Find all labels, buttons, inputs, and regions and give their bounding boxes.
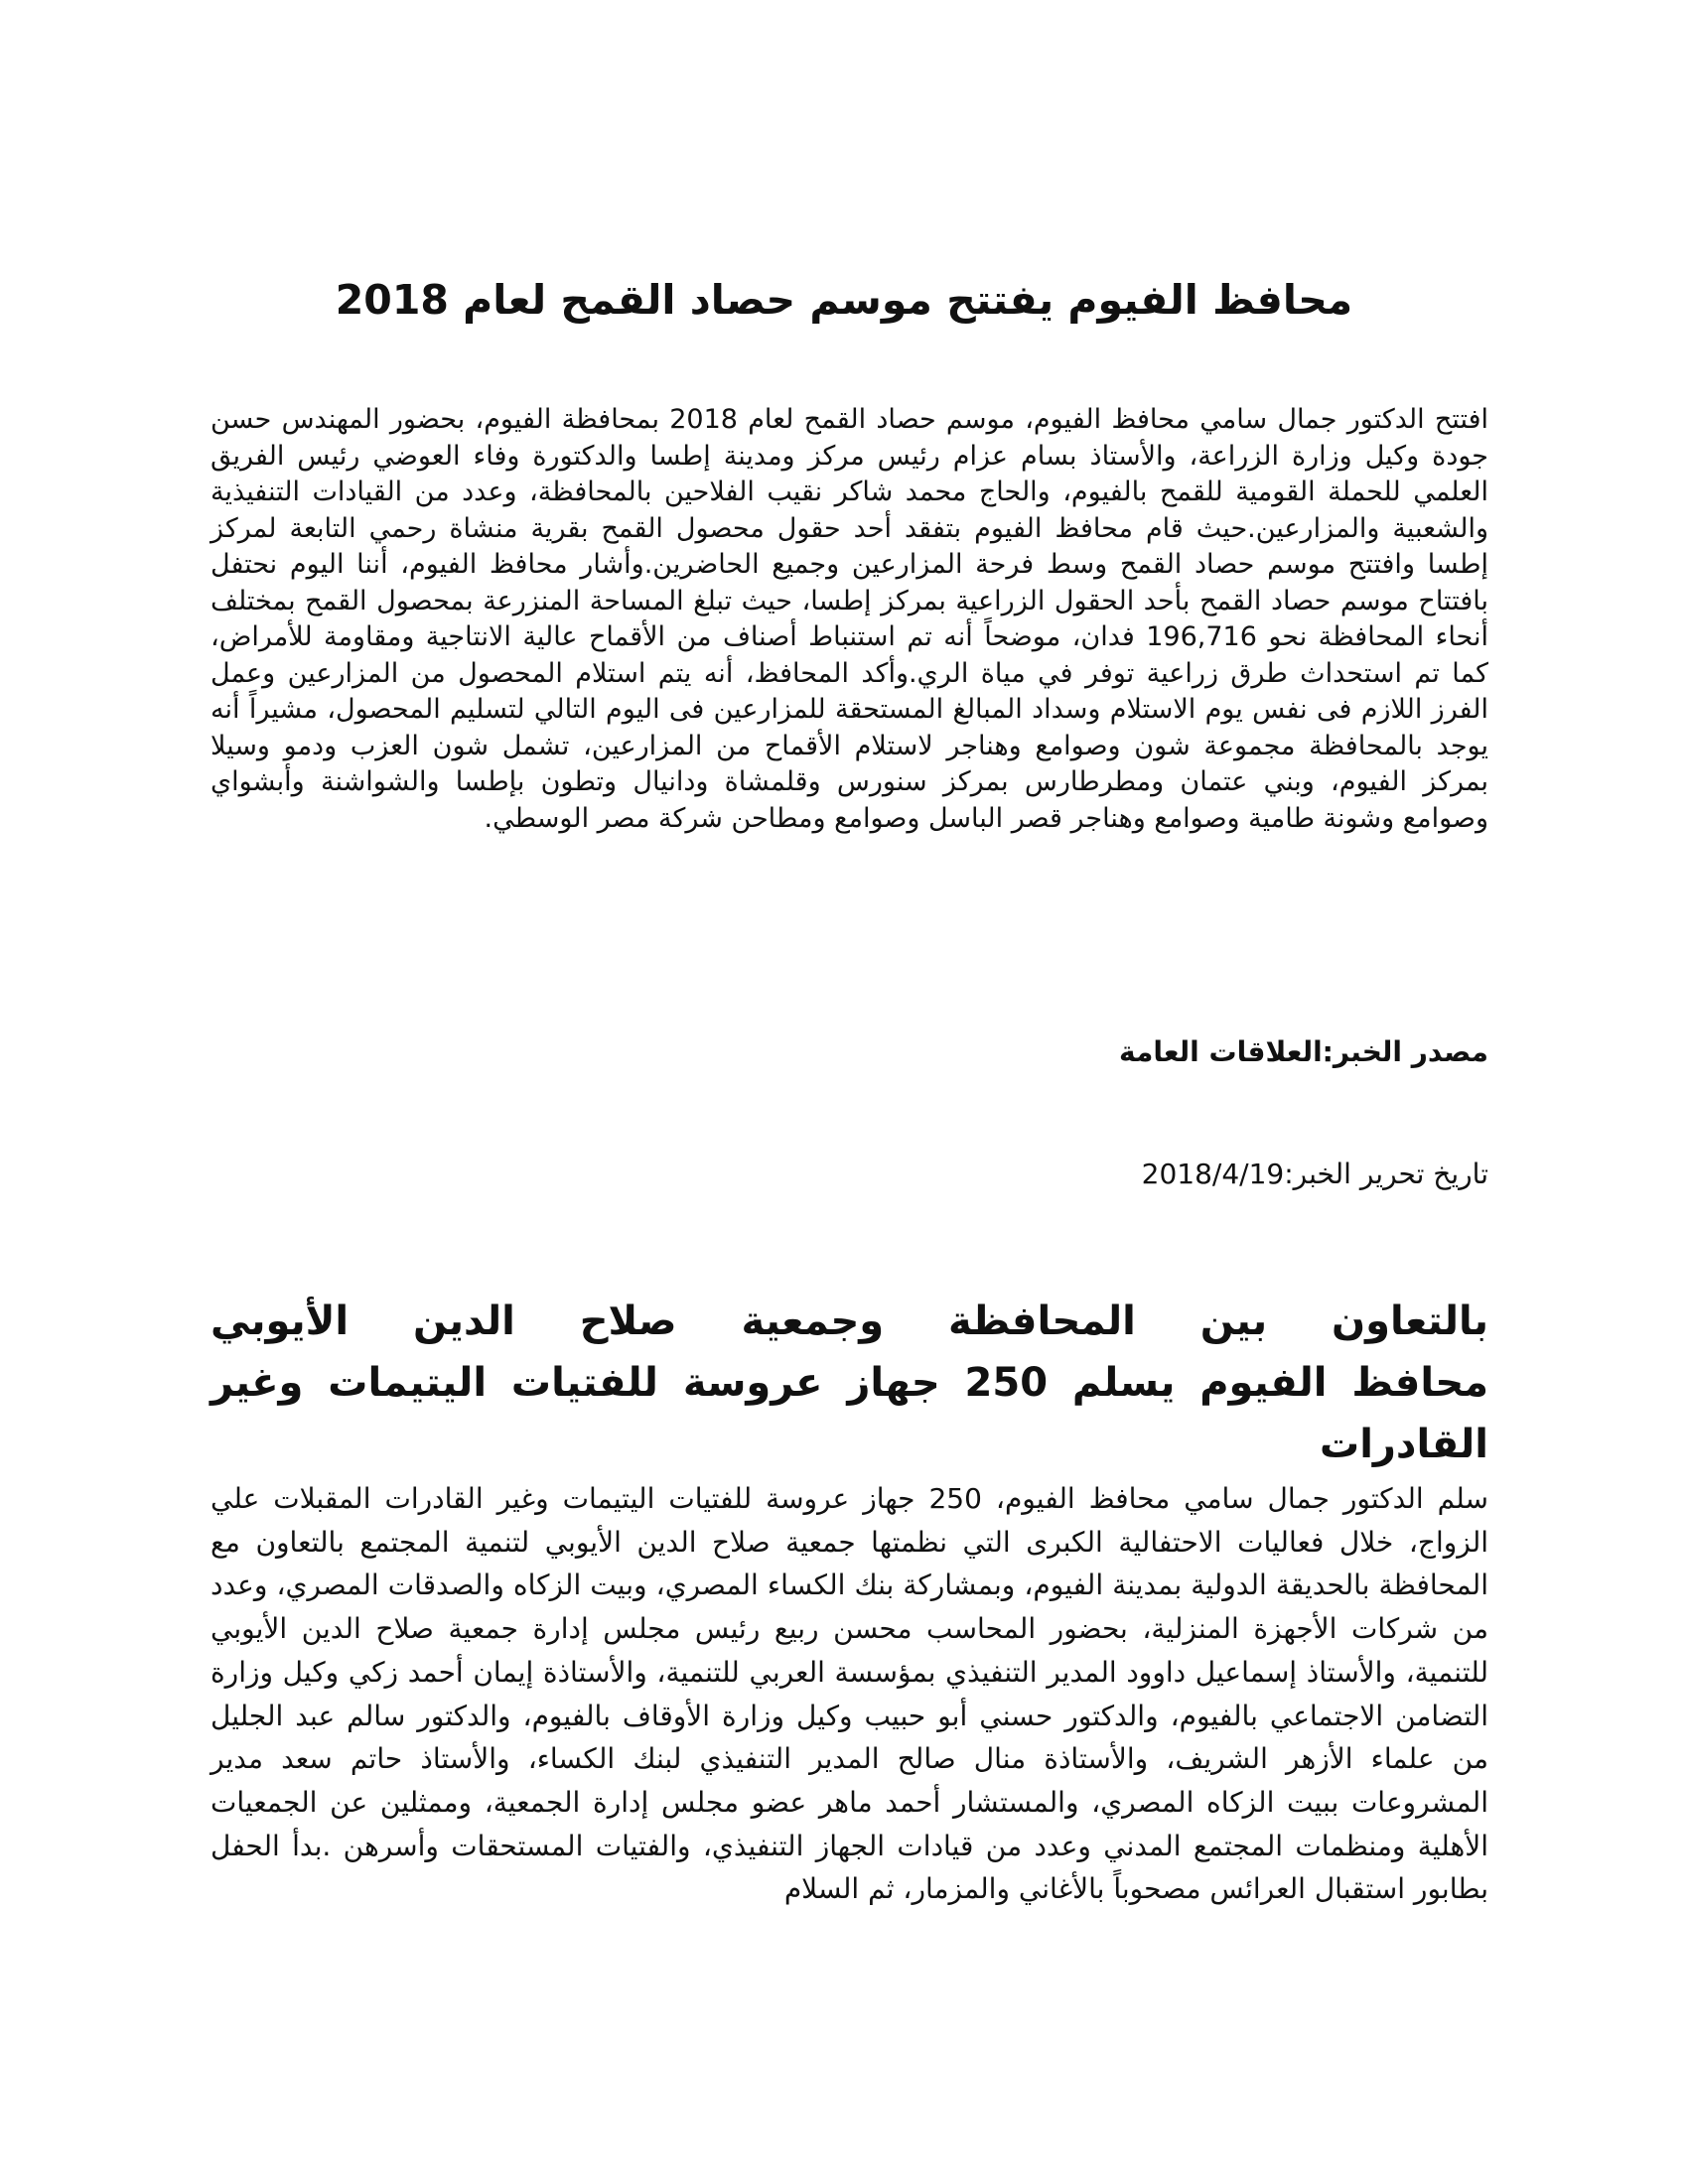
news-source: مصدر الخبر:العلاقات العامة (1119, 1035, 1488, 1068)
article1-title: محافظ الفيوم يفتتح موسم حصاد القمح لعام 2018 (335, 276, 1353, 324)
article2-title (211, 1291, 1488, 1475)
article2-title-line1: بالتعاون بين المحافظة وجمعية صلاح الدين الأيوبي (211, 1298, 1488, 1344)
article2-body: سلم الدكتور جمال سامي محافظ الفيوم، 250 جهاز عروسة للفتيات اليتيمات وغير القادرات المقبلات علي الزواج، خلال فعاليات الاحتفالية الكبرى التي نظمتها جمعية صلاح الدين الأيوبي لتنمية المجتمع بالتعاون مع المحافظة بالحديقة الدولية بمدينة الفيوم، وبمشاركة بنك الكساء المصري، وبيت الزكاه والصدقات المصري، وعدد من شركات الأجهزة المنزلية، بحضور المحاسب محسن ربيع رئيس مجلس إدارة جمعية صلاح الدين الأيوبي للتنمية، والأستاذ إسماعيل داوود المدير التنفيذي بمؤسسة العربي للتنمية، والأستاذة إيمان أحمد زكي وكيل وزارة التضامن الاجتماعي بالفيوم، والدكتور حسني أبو حبيب وكيل وزارة الأوقاف بالفيوم، والدكتور سالم عبد الجليل من علماء الأزهر الشريف، والأستاذة منال صالح المدير التنفيذي لبنك الكساء، والأستاذ حاتم سعد مدير المشروعات ببيت الزكاه المصري، والمستشار أحمد ماهر عضو مجلس إدارة الجمعية، وممثلين عن الجمعيات الأهلية ومنظمات المجتمع المدني وعدد من قيادات الجهاز التنفيذي، والفتيات المستحقات وأسرهن .بدأ الحفل بطابور استقبال العرائس مصحوباً بالأغاني والمزمار، ثم السلام (211, 1482, 1488, 1906)
article1-body: افتتح الدكتور جمال سامي محافظ الفيوم، موسم حصاد القمح لعام 2018 بمحافظة الفيوم، بحضور المهندس حسن جودة وكيل وزارة الزراعة، والأستاذ بسام عزام رئيس مركز ومدينة إطسا والدكتورة وفاء العوضي رئيس الفريق العلمي للحملة القومية للقمح بالفيوم، والحاج محمد شاكر نقيب الفلاحين بالمحافظة، وعدد من القيادات التنفيذية والشعبية والمزارعين.حيث قام محافظ الفيوم بتفقد أحد حقول محصول القمح بقرية منشاة رحمي التابعة لمركز إطسا وافتتح موسم حصاد القمح وسط فرحة المزارعين وجميع الحاضرين.وأشار محافظ الفيوم، أننا اليوم نحتفل بافتتاح موسم حصاد القمح بأحد الحقول الزراعية بمركز إطسا، حيث تبلغ المساحة المنزرعة بمحصول القمح بمختلف أنحاء المحافظة نحو 196,716 فدان، موضحاً أنه تم استنباط أصناف من الأقماح عالية الانتاجية ومقاومة للأمراض، كما تم استحداث طرق زراعية توفر في مياة الري.وأكد المحافظ، أنه يتم استلام المحصول من المزارعين وعمل الفرز اللازم فى نفس يوم الاستلام وسداد المبالغ المستحقة للمزارعين فى اليوم التالي لتسليم المحصول، مشيراً أنه يوجد بالمحافظة مجموعة شون وصوامع وهناجر لاستلام الأقماح من المزارعين، تشمل شون العزب ودمو وسيلا بمركز الفيوم، وبني عتمان ومطرطارس بمركز سنورس وقلمشاة ودانيال وتطون بإطسا والشواشنة وأبشواي وصوامع وشونة طامية وصوامع وهناجر قصر الباسل وصوامع ومطاحن شركة مصر الوسطي. (211, 404, 1489, 834)
news-date: تاريخ تحرير الخبر:2018/4/19 (1141, 1158, 1488, 1190)
article2-title-line2: محافظ الفيوم يسلم 250 جهاز عروسة للفتيات اليتيمات وغير القادرات (211, 1360, 1488, 1467)
